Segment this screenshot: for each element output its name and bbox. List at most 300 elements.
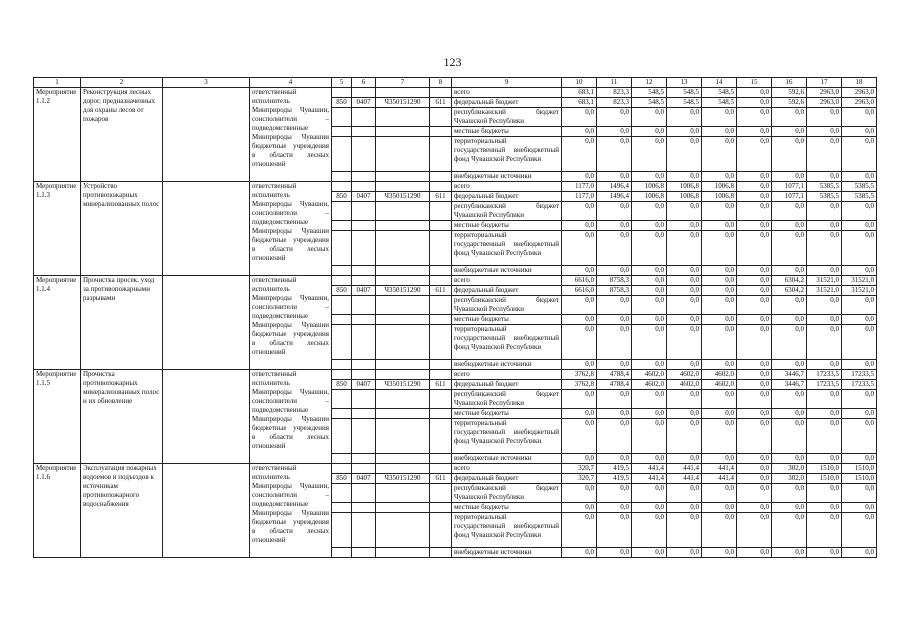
rz-cell [352, 315, 376, 325]
value-cell: 0,0 [597, 137, 632, 172]
value-cell: 0,0 [562, 266, 597, 276]
value-cell: 0,0 [702, 503, 737, 513]
value-cell: 0,0 [562, 296, 597, 315]
grbs-cell [332, 548, 352, 558]
value-cell: 0,0 [667, 360, 702, 370]
value-cell: 0,0 [702, 137, 737, 172]
page-number: 123 [443, 55, 462, 69]
rz-cell [352, 88, 376, 98]
value-cell: 0,0 [807, 513, 842, 548]
value-cell: 0,0 [667, 276, 702, 286]
vr-cell [430, 172, 452, 182]
value-cell: 0,0 [772, 484, 807, 503]
value-cell: 419,5 [597, 474, 632, 484]
value-cell: 0,0 [562, 172, 597, 182]
value-cell: 17233,5 [807, 370, 842, 380]
vr-cell [430, 409, 452, 419]
cs-cell: Ч350151290 [376, 286, 430, 296]
funding-source: местные бюджеты [452, 221, 562, 231]
cs-cell: Ч350151290 [376, 380, 430, 390]
value-cell: 0,0 [667, 137, 702, 172]
vr-cell [430, 182, 452, 192]
value-cell: 0,0 [632, 484, 667, 503]
value-cell: 0,0 [597, 409, 632, 419]
value-cell: 0,0 [807, 360, 842, 370]
value-cell: 0,0 [632, 202, 667, 221]
cs-cell [376, 409, 430, 419]
table-row [34, 182, 877, 192]
value-cell: 0,0 [772, 172, 807, 182]
value-cell: 0,0 [667, 231, 702, 266]
value-cell: 0,0 [597, 315, 632, 325]
responsible-executor: ответственный исполнитель Минприроды Чувашии, соисполнители – подведомственные Минприроды Чувашии бюджетные учреждения в области лесных отношений [250, 276, 332, 370]
value-cell: 0,0 [807, 409, 842, 419]
measure-code: Мероприятие 1.1.5 [34, 370, 81, 464]
funding-source: республиканский бюджет Чувашской Республики [452, 296, 562, 315]
funding-source: республиканский бюджет Чувашской Республики [452, 202, 562, 221]
grbs-cell [332, 464, 352, 474]
value-cell: 0,0 [667, 296, 702, 315]
value-cell: 0,0 [737, 192, 772, 202]
funding-source: внебюджетные источники [452, 360, 562, 370]
value-cell: 0,0 [632, 296, 667, 315]
responsible-executor: ответственный исполнитель Минприроды Чувашии, соисполнители – подведомственные Минприроды Чувашии бюджетные учреждения в области лесных отношений [250, 370, 332, 464]
vr-cell [430, 370, 452, 380]
vr-cell [430, 202, 452, 221]
vr-cell [430, 454, 452, 464]
value-cell: 2963,0 [807, 88, 842, 98]
value-cell: 0,0 [807, 202, 842, 221]
value-cell: 1006,8 [632, 182, 667, 192]
rz-cell [352, 202, 376, 221]
value-cell: 0,0 [702, 360, 737, 370]
value-cell: 0,0 [632, 390, 667, 409]
value-cell: 0,0 [702, 172, 737, 182]
rz-cell [352, 221, 376, 231]
value-cell: 0,0 [842, 484, 877, 503]
value-cell: 0,0 [772, 221, 807, 231]
value-cell: 4602,0 [667, 380, 702, 390]
value-cell: 0,0 [737, 464, 772, 474]
grbs-cell: 850 [332, 192, 352, 202]
vr-cell [430, 137, 452, 172]
value-cell: 0,0 [737, 548, 772, 558]
value-cell: 0,0 [597, 454, 632, 464]
value-cell: 0,0 [667, 266, 702, 276]
value-cell: 0,0 [842, 548, 877, 558]
measure-name: Реконструкция лесных дорог, предназначенных для охраны лесов от пожаров [81, 88, 163, 182]
value-cell: 0,0 [632, 127, 667, 137]
value-cell: 0,0 [842, 202, 877, 221]
value-cell: 0,0 [632, 360, 667, 370]
vr-cell [430, 221, 452, 231]
grbs-cell: 850 [332, 380, 352, 390]
value-cell: 548,5 [702, 98, 737, 108]
value-cell: 5385,5 [842, 192, 877, 202]
value-cell: 3762,8 [562, 380, 597, 390]
funding-source: местные бюджеты [452, 409, 562, 419]
header-cell-3: 3 [163, 78, 250, 88]
value-cell: 0,0 [667, 202, 702, 221]
value-cell: 0,0 [737, 108, 772, 127]
rz-cell [352, 108, 376, 127]
cs-cell [376, 276, 430, 286]
vr-cell [430, 503, 452, 513]
value-cell: 0,0 [772, 315, 807, 325]
header-cell-5: 5 [332, 78, 352, 88]
value-cell: 0,0 [702, 202, 737, 221]
value-cell: 0,0 [597, 296, 632, 315]
value-cell: 0,0 [632, 454, 667, 464]
value-cell: 0,0 [597, 360, 632, 370]
grbs-cell [332, 315, 352, 325]
value-cell: 0,0 [702, 409, 737, 419]
cs-cell [376, 182, 430, 192]
measure-code: Мероприятие 1.1.2 [34, 88, 81, 182]
value-cell: 0,0 [597, 202, 632, 221]
cs-cell [376, 513, 430, 548]
measure-name: Прочистка противопожарных минерализованных полос и их обновление [81, 370, 163, 464]
measure-name: Эксплуатация пожарных водоемов и подъездов к источникам противопожарного водоснабжения [81, 464, 163, 558]
value-cell: 0,0 [737, 266, 772, 276]
value-cell: 0,0 [667, 548, 702, 558]
rz-cell [352, 137, 376, 172]
value-cell: 0,0 [842, 266, 877, 276]
value-cell: 1077,1 [772, 182, 807, 192]
vr-cell: 611 [430, 192, 452, 202]
cs-cell [376, 315, 430, 325]
target-indicator [163, 370, 250, 464]
funding-source: федеральный бюджет [452, 98, 562, 108]
grbs-cell [332, 108, 352, 127]
rz-cell [352, 296, 376, 315]
value-cell: 4602,0 [702, 370, 737, 380]
grbs-cell: 850 [332, 286, 352, 296]
measure-code: Мероприятие 1.1.3 [34, 182, 81, 276]
rz-cell [352, 360, 376, 370]
cs-cell [376, 503, 430, 513]
vr-cell [430, 419, 452, 454]
responsible-executor: ответственный исполнитель Минприроды Чувашии, соисполнители – подведомственные Минприроды Чувашии бюджетные учреждения в области лесных отношений [250, 182, 332, 276]
grbs-cell [332, 454, 352, 464]
rz-cell: 0407 [352, 474, 376, 484]
value-cell: 0,0 [667, 172, 702, 182]
grbs-cell [332, 172, 352, 182]
grbs-cell [332, 503, 352, 513]
cs-cell [376, 454, 430, 464]
value-cell: 0,0 [597, 108, 632, 127]
value-cell: 0,0 [842, 454, 877, 464]
grbs-cell [332, 409, 352, 419]
value-cell: 0,0 [842, 360, 877, 370]
target-indicator [163, 276, 250, 370]
value-cell: 0,0 [702, 127, 737, 137]
rz-cell [352, 370, 376, 380]
rz-cell [352, 503, 376, 513]
value-cell: 0,0 [737, 182, 772, 192]
value-cell: 1177,0 [562, 182, 597, 192]
vr-cell [430, 108, 452, 127]
funding-source: территориальный государственный внебюджетный фонд Чувашской Республики [452, 513, 562, 548]
header-cell-12: 12 [632, 78, 667, 88]
vr-cell [430, 513, 452, 548]
funding-source: всего [452, 88, 562, 98]
header-cell-2: 2 [81, 78, 163, 88]
grbs-cell: 850 [332, 98, 352, 108]
value-cell: 0,0 [597, 548, 632, 558]
vr-cell [430, 390, 452, 409]
value-cell: 4788,4 [597, 380, 632, 390]
value-cell: 0,0 [737, 127, 772, 137]
value-cell: 0,0 [807, 172, 842, 182]
vr-cell: 611 [430, 380, 452, 390]
value-cell: 0,0 [632, 172, 667, 182]
value-cell: 0,0 [807, 221, 842, 231]
value-cell: 0,0 [842, 325, 877, 360]
value-cell: 8758,3 [597, 286, 632, 296]
value-cell: 4602,0 [702, 380, 737, 390]
grbs-cell [332, 325, 352, 360]
rz-cell [352, 464, 376, 474]
value-cell: 0,0 [562, 127, 597, 137]
value-cell: 5385,5 [842, 182, 877, 192]
value-cell: 0,0 [702, 325, 737, 360]
funding-source: республиканский бюджет Чувашской Республики [452, 108, 562, 127]
value-cell: 0,0 [597, 419, 632, 454]
header-cell-7: 7 [376, 78, 430, 88]
measure-code: Мероприятие 1.1.4 [34, 276, 81, 370]
value-cell: 0,0 [772, 513, 807, 548]
value-cell: 0,0 [702, 231, 737, 266]
value-cell: 2963,0 [807, 98, 842, 108]
responsible-executor: ответственный исполнитель Минприроды Чувашии, соисполнители – подведомственные Минприроды Чувашии бюджетные учреждения в области лесных отношений [250, 464, 332, 558]
value-cell: 302,0 [772, 474, 807, 484]
funding-source: всего [452, 276, 562, 286]
value-cell: 0,0 [737, 454, 772, 464]
value-cell: 0,0 [562, 454, 597, 464]
rz-cell [352, 409, 376, 419]
value-cell: 0,0 [737, 231, 772, 266]
value-cell: 0,0 [667, 484, 702, 503]
value-cell: 0,0 [702, 548, 737, 558]
value-cell: 3762,8 [562, 370, 597, 380]
value-cell: 0,0 [562, 484, 597, 503]
value-cell: 0,0 [562, 231, 597, 266]
funding-source: внебюджетные источники [452, 172, 562, 182]
value-cell: 0,0 [772, 419, 807, 454]
funding-source: федеральный бюджет [452, 286, 562, 296]
header-cell-13: 13 [667, 78, 702, 88]
value-cell: 0,0 [562, 137, 597, 172]
grbs-cell: 850 [332, 474, 352, 484]
table-row [34, 370, 877, 380]
value-cell: 1510,0 [842, 464, 877, 474]
value-cell: 0,0 [632, 221, 667, 231]
cs-cell [376, 221, 430, 231]
grbs-cell [332, 202, 352, 221]
value-cell: 0,0 [632, 325, 667, 360]
header-cell-14: 14 [702, 78, 737, 88]
value-cell: 548,5 [632, 88, 667, 98]
value-cell: 592,6 [772, 98, 807, 108]
value-cell: 0,0 [807, 296, 842, 315]
value-cell: 0,0 [772, 137, 807, 172]
rz-cell [352, 548, 376, 558]
value-cell: 0,0 [562, 503, 597, 513]
value-cell: 0,0 [562, 108, 597, 127]
value-cell: 0,0 [562, 221, 597, 231]
value-cell: 0,0 [772, 325, 807, 360]
measure-name: Прочистка просек, уход за противопожарными разрывами [81, 276, 163, 370]
value-cell: 0,0 [772, 231, 807, 266]
value-cell: 5385,5 [807, 192, 842, 202]
value-cell: 0,0 [737, 296, 772, 315]
value-cell: 1510,0 [807, 464, 842, 474]
value-cell: 0,0 [597, 172, 632, 182]
table-row [34, 276, 877, 286]
value-cell: 0,0 [737, 98, 772, 108]
value-cell: 0,0 [562, 360, 597, 370]
vr-cell [430, 325, 452, 360]
value-cell: 0,0 [597, 231, 632, 266]
rz-cell [352, 454, 376, 464]
value-cell: 0,0 [737, 409, 772, 419]
responsible-executor: ответственный исполнитель Минприроды Чувашии, соисполнители – подведомственные Минприроды Чувашии бюджетные учреждения в области лесных отношений [250, 88, 332, 182]
value-cell: 0,0 [632, 276, 667, 286]
value-cell: 0,0 [772, 296, 807, 315]
rz-cell [352, 325, 376, 360]
funding-source: местные бюджеты [452, 315, 562, 325]
funding-source: федеральный бюджет [452, 192, 562, 202]
cs-cell [376, 325, 430, 360]
header-cell-15: 15 [737, 78, 772, 88]
value-cell: 1510,0 [807, 474, 842, 484]
value-cell: 0,0 [807, 454, 842, 464]
grbs-cell [332, 221, 352, 231]
value-cell: 0,0 [772, 266, 807, 276]
value-cell: 0,0 [737, 202, 772, 221]
header-cell-4: 4 [250, 78, 332, 88]
funding-source: внебюджетные источники [452, 454, 562, 464]
value-cell: 0,0 [702, 484, 737, 503]
cs-cell [376, 370, 430, 380]
value-cell: 0,0 [562, 419, 597, 454]
value-cell: 0,0 [842, 137, 877, 172]
value-cell: 1006,8 [702, 182, 737, 192]
value-cell: 0,0 [807, 127, 842, 137]
value-cell: 1006,8 [667, 192, 702, 202]
vr-cell [430, 88, 452, 98]
value-cell: 31521,0 [842, 276, 877, 286]
grbs-cell [332, 182, 352, 192]
value-cell: 0,0 [842, 108, 877, 127]
value-cell: 0,0 [632, 108, 667, 127]
value-cell: 0,0 [842, 296, 877, 315]
value-cell: 0,0 [667, 127, 702, 137]
value-cell: 8758,3 [597, 276, 632, 286]
vr-cell [430, 315, 452, 325]
rz-cell [352, 419, 376, 454]
value-cell: 0,0 [597, 325, 632, 360]
value-cell: 0,0 [632, 548, 667, 558]
header-cell-1: 1 [34, 78, 81, 88]
value-cell: 0,0 [667, 503, 702, 513]
value-cell: 0,0 [632, 231, 667, 266]
header-row [34, 78, 877, 88]
value-cell: 0,0 [702, 108, 737, 127]
value-cell: 0,0 [772, 108, 807, 127]
value-cell: 0,0 [597, 221, 632, 231]
value-cell: 0,0 [667, 513, 702, 548]
target-indicator [163, 88, 250, 182]
value-cell: 17233,5 [807, 380, 842, 390]
value-cell: 0,0 [562, 409, 597, 419]
target-indicator [163, 182, 250, 276]
budget-table [33, 77, 877, 558]
value-cell: 0,0 [597, 484, 632, 503]
cs-cell [376, 231, 430, 266]
value-cell: 0,0 [807, 266, 842, 276]
grbs-cell [332, 390, 352, 409]
value-cell: 0,0 [702, 513, 737, 548]
header-cell-10: 10 [562, 78, 597, 88]
value-cell: 0,0 [667, 454, 702, 464]
rz-cell [352, 390, 376, 409]
value-cell: 0,0 [737, 390, 772, 409]
value-cell: 0,0 [597, 390, 632, 409]
value-cell: 0,0 [737, 513, 772, 548]
value-cell: 0,0 [772, 454, 807, 464]
funding-source: местные бюджеты [452, 503, 562, 513]
value-cell: 0,0 [842, 409, 877, 419]
value-cell: 0,0 [807, 231, 842, 266]
value-cell: 0,0 [842, 231, 877, 266]
header-cell-6: 6 [352, 78, 376, 88]
value-cell: 0,0 [562, 202, 597, 221]
funding-source: территориальный государственный внебюджетный фонд Чувашской Республики [452, 137, 562, 172]
rz-cell [352, 484, 376, 503]
value-cell: 548,5 [667, 98, 702, 108]
value-cell: 31521,0 [807, 276, 842, 286]
value-cell: 0,0 [632, 315, 667, 325]
vr-cell: 611 [430, 286, 452, 296]
vr-cell [430, 360, 452, 370]
value-cell: 441,4 [702, 474, 737, 484]
value-cell: 0,0 [667, 286, 702, 296]
value-cell: 592,6 [772, 88, 807, 98]
vr-cell: 611 [430, 474, 452, 484]
value-cell: 1510,0 [842, 474, 877, 484]
value-cell: 0,0 [702, 419, 737, 454]
value-cell: 1496,4 [597, 192, 632, 202]
value-cell: 441,4 [632, 464, 667, 474]
value-cell: 0,0 [807, 548, 842, 558]
vr-cell [430, 266, 452, 276]
header-cell-8: 8 [430, 78, 452, 88]
rz-cell [352, 513, 376, 548]
vr-cell [430, 548, 452, 558]
value-cell: 0,0 [702, 221, 737, 231]
value-cell: 548,5 [632, 98, 667, 108]
value-cell: 0,0 [737, 276, 772, 286]
target-indicator [163, 464, 250, 558]
vr-cell [430, 231, 452, 266]
cs-cell: Ч350151290 [376, 192, 430, 202]
value-cell: 0,0 [667, 325, 702, 360]
value-cell: 320,7 [562, 464, 597, 474]
vr-cell [430, 127, 452, 137]
header-cell-17: 17 [807, 78, 842, 88]
